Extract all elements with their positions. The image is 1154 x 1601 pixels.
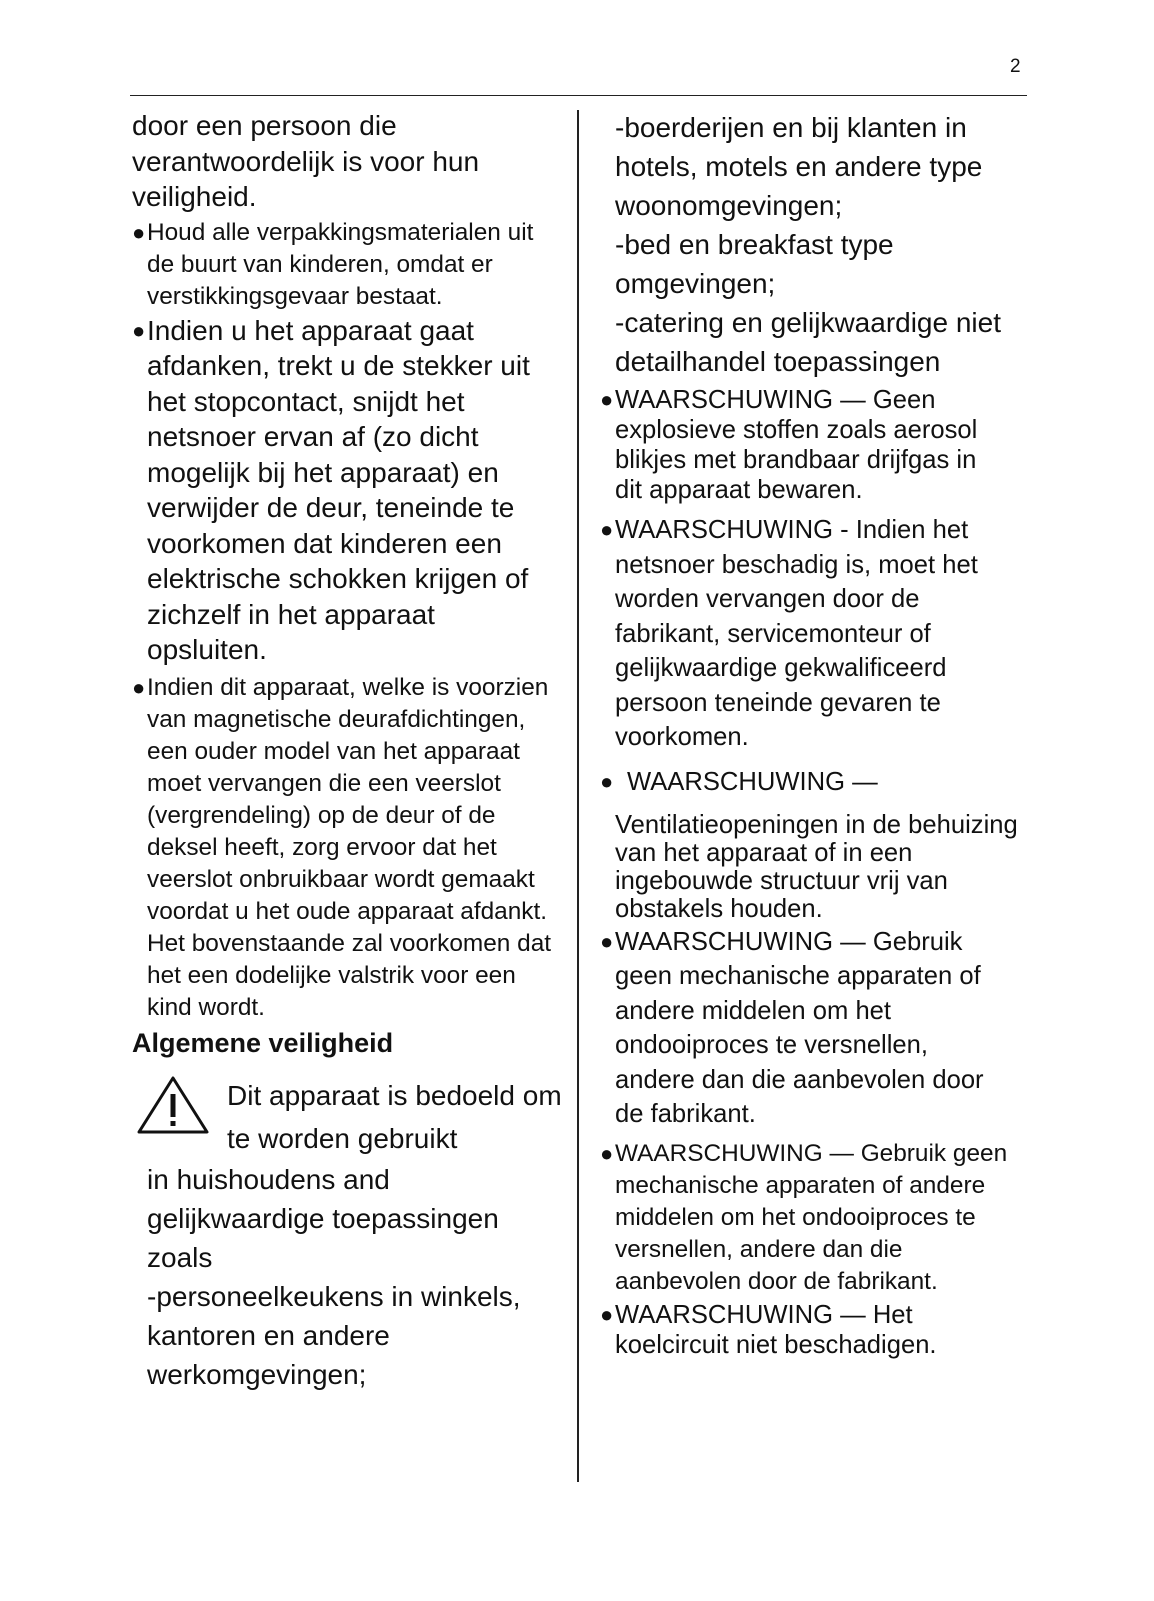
bullet-power-cord	[600, 513, 1030, 755]
page-number: 2	[1010, 56, 1021, 77]
bullet-disposal	[132, 313, 564, 668]
warning-first-lines: Dit apparaat is bedoeld om te worden gebruikt	[227, 1079, 562, 1154]
bullet-text: Indien u het apparaat gaat afdanken, trekt u de stekker uit het stopcontact, snijdt het netsnoer ervan af (zo dicht mogelijk bij het apparaat) en verwijder de deur, teneinde te voorkomen dat kinderen een elektrische schokken krijgen of zichzelf in het apparaat opsluiten.	[147, 314, 530, 665]
bullet-dot: ●	[600, 1140, 614, 1166]
warning-triangle-icon	[136, 1074, 210, 1136]
bullet-dot: ●	[600, 1301, 614, 1327]
bullet-text: Houd alle verpakkingsmaterialen uit de buurt van kinderen, omdat er verstikkingsgevaar bestaat.	[147, 218, 534, 310]
bullet-dot: ●	[600, 768, 614, 794]
bullet-magnetic-seals	[132, 672, 564, 1024]
bullet-packaging	[132, 217, 564, 313]
list-item: -boerderijen en bij klanten in hotels, motels en andere type woonomgevingen;	[615, 112, 983, 221]
bullet-text: WAARSCHUWING — Gebruik geen mechanische apparaten of andere middelen om het ondooiproces te versnellen, andere dan die aanbevolen door de fabrikant.	[615, 927, 984, 1128]
bullet-text: WAARSCHUWING - Indien het netsnoer beschadig is, moet het worden vervangen door de fabrikant, servicemonteur of gelijkwaardige gekwalificeerd persoon teneinde gevaren te voorkomen.	[615, 516, 978, 751]
bullet-text: Indien dit apparaat, welke is voorzien van magnetische deurafdichtingen, een ouder model van het apparaat moet vervangen die een veerslot (vergrendeling) op de deur of de deksel heeft, zorg ervoor dat het veerslot onbruikbaar wordt gemaakt voordat u het oude apparaat afdankt. Het bovenstaande zal voorkomen dat het een dodelijke valstrik voor een kind wordt.	[147, 673, 552, 1021]
bullet-ventilation	[600, 765, 1030, 799]
bullet-dot: ●	[132, 219, 146, 245]
bullet-dot: ●	[600, 517, 614, 542]
right-column	[600, 108, 1030, 1360]
list-item: -bed en breakfast type omgevingen;	[615, 229, 894, 299]
list-item: -catering en gelijkwaardige niet detailhandel toepassingen	[615, 307, 1001, 377]
warning-list-item: -personeelkeukens in winkels, kantoren en andere werkomgevingen;	[147, 1280, 521, 1390]
left-column	[132, 108, 564, 1394]
header-rule	[130, 95, 1027, 96]
bullet-text: WAARSCHUWING — Geen explosieve stoffen zoals aerosol blikjes met brandbaar drijfgas in dit apparaat bewaren.	[615, 386, 978, 504]
bullet-explosives	[600, 385, 1030, 505]
section-heading: Algemene veiligheid	[132, 1027, 394, 1058]
warning-continuation: in huishoudens and gelijkwaardige toepassingen zoals	[147, 1163, 499, 1273]
bullet-defrost-small	[600, 1138, 1030, 1298]
bullet-dot: ●	[600, 928, 614, 954]
general-safety-warning	[132, 1074, 564, 1394]
intro-text: door een persoon die verantwoordelijk is voor hun veiligheid.	[132, 110, 480, 212]
bullet-text: WAARSCHUWING — Het koelcircuit niet beschadigen.	[615, 1300, 937, 1359]
bullet-cooling-circuit	[600, 1300, 1030, 1360]
bullet-dot: ●	[132, 317, 146, 343]
bullet-dot: ●	[132, 674, 146, 700]
ventilation-text: Ventilatieopeningen in de behuizing van het apparaat of in een ingebouwde structuur vrij van obstakels houden.	[615, 810, 1018, 923]
bullet-text: WAARSCHUWING — Gebruik geen mechanische apparaten of andere middelen om het ondooiproces te versnellen, andere dan die aanbevolen door de fabrikant.	[615, 1139, 1008, 1295]
bullet-dot: ●	[600, 387, 614, 412]
column-divider	[577, 110, 579, 1482]
bullet-text: WAARSCHUWING —	[627, 767, 878, 796]
bullet-defrost-mid	[600, 925, 1030, 1132]
